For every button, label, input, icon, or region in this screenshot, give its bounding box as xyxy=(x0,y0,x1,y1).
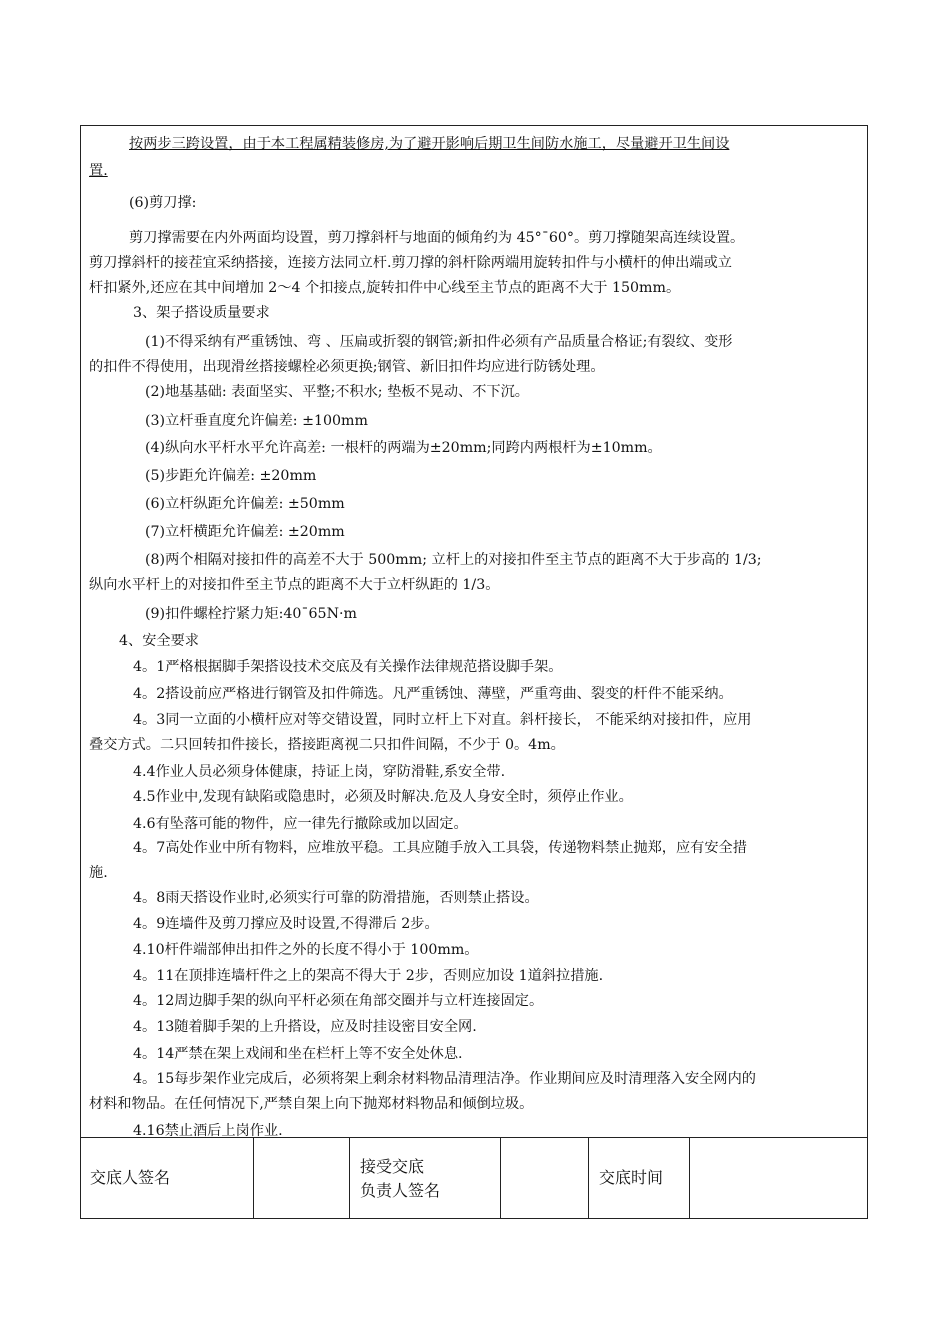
text-line: 剪刀撑需要在内外两面均设置，剪刀撑斜杆与地面的倾角约为 45°¯60°。剪刀撑随架高连续设置。 xyxy=(129,230,745,246)
text-line: (4)纵向水平杆水平允许高差: 一根杆的两端为±20mm;同跨内两根杆为±10mm。 xyxy=(145,440,662,456)
text-line: 4。2搭设前应严格进行钢管及扣件筛选。凡严重锈蚀、薄壁，严重弯曲、裂变的杆件不能采纳。 xyxy=(133,686,733,702)
text-line: 4。11在顶排连墙杆件之上的架高不得大于 2步，否则应加设 1道斜拉措施. xyxy=(133,968,604,984)
text-line: (5)步距允许偏差: ±20mm xyxy=(145,468,317,484)
briefing-time-label: 交底时间 xyxy=(599,1168,664,1187)
content-cell xyxy=(81,126,867,1138)
text-line: 置. xyxy=(89,163,108,179)
signature-row xyxy=(81,1138,867,1218)
text-line: 3、架子搭设质量要求 xyxy=(133,305,270,321)
receiver-signature-label-line1: 接受交底 xyxy=(360,1157,425,1176)
receiver-signature-label-line2: 负责人签名 xyxy=(360,1181,441,1200)
text-line: 叠交方式。二只回转扣件接长，搭接距离视二只扣件间隔，不少于 0。4m。 xyxy=(89,737,565,753)
text-line: (3)立杆垂直度允许偏差: ±100mm xyxy=(145,413,368,429)
text-line: 4.6有坠落可能的物件，应一律先行撤除或加以固定。 xyxy=(133,816,468,832)
text-line: 4。9连墙件及剪刀撑应及时设置,不得滞后 2步。 xyxy=(133,916,439,932)
text-line: 剪刀撑斜杆的接茬宜采纳搭接，连接方法同立杆.剪刀撑的斜杆除两端用旋转扣件与小横杆的伸出端或立 xyxy=(89,255,732,271)
text-line: 按两步三跨设置，由于本工程属精装修房,为了避开影响后期卫生间防水施工，尽量避开卫生间设 xyxy=(129,136,730,152)
briefer-signature-label: 交底人签名 xyxy=(90,1168,171,1187)
text-line: 4。13随着脚手架的上升搭设，应及时挂设密目安全网. xyxy=(133,1019,477,1035)
text-line: (6)立杆纵距允许偏差: ±50mm xyxy=(145,496,345,512)
text-line: 4。3同一立面的小横杆应对等交错设置，同时立杆上下对直。斜杆接长， 不能采纳对接扣件，应用 xyxy=(133,712,752,728)
text-line: 材料和物品。在任何情况下,严禁自架上向下抛郑材料物品和倾倒垃圾。 xyxy=(89,1096,534,1112)
text-line: 4。1严格根据脚手架搭设技术交底及有关操作法律规范搭设脚手架。 xyxy=(133,659,563,675)
text-line: (9)扣件螺栓拧紧力矩:40¯65N·m xyxy=(145,606,357,622)
text-line: 4。7高处作业中所有物料，应堆放平稳。工具应随手放入工具袋，传递物料禁止抛郑，应有安全措 xyxy=(133,840,747,856)
text-line: (1)不得采纳有严重锈蚀、弯 、压扁或折裂的钢管;新扣件必须有产品质量合格证;有裂纹、变形 xyxy=(145,334,733,350)
text-line: 4。12周边脚手架的纵向平杆必须在角部交圈并与立杆连接固定。 xyxy=(133,993,544,1009)
text-line: 施. xyxy=(89,865,108,881)
disclosure-table xyxy=(80,125,868,1219)
text-line: 4.4作业人员必须身体健康，持证上岗，穿防滑鞋,系安全带. xyxy=(133,764,506,780)
text-line: 纵向水平杆上的对接扣件至主节点的距离不大于立杆纵距的 1/3。 xyxy=(89,577,500,593)
text-line: 4.10杆件端部伸出扣件之外的长度不得小于 100mm。 xyxy=(133,942,479,958)
text-line: 4。14严禁在架上戏闹和坐在栏杆上等不安全处休息. xyxy=(133,1046,463,1062)
text-line: (2)地基基础: 表面坚实、平整;不积水; 垫板不晃动、不下沉。 xyxy=(145,384,529,400)
text-line: 4。8雨天搭设作业时,必须实行可靠的防滑措施，否则禁止搭设。 xyxy=(133,890,539,906)
text-line: (8)两个相隔对接扣件的高差不大于 500mm; 立杆上的对接扣件至主节点的距离不大于步高的 1/3; xyxy=(145,552,762,568)
text-line: (7)立杆横距允许偏差: ±20mm xyxy=(145,524,345,540)
text-line: 4。15每步架作业完成后，必须将架上剩余材料物品清理洁净。作业期间应及时清理落入安全网内的 xyxy=(133,1071,756,1087)
text-line: 4.16禁止酒后上岗作业. xyxy=(133,1123,283,1139)
text-line: 4、安全要求 xyxy=(119,633,199,649)
text-line: 的扣件不得使用，出现滑丝搭接螺栓必须更换;钢管、新旧扣件均应进行防锈处理。 xyxy=(89,359,605,375)
text-line: 杆扣紧外,还应在其中间增加 2～4 个扣接点,旋转扣件中心线至主节点的距离不大于 150mm。 xyxy=(89,280,681,296)
text-line: 4.5作业中,发现有缺陷或隐患时，必须及时解决.危及人身安全时，须停止作业。 xyxy=(133,789,633,805)
text-line: (6)剪刀撑: xyxy=(129,195,197,211)
